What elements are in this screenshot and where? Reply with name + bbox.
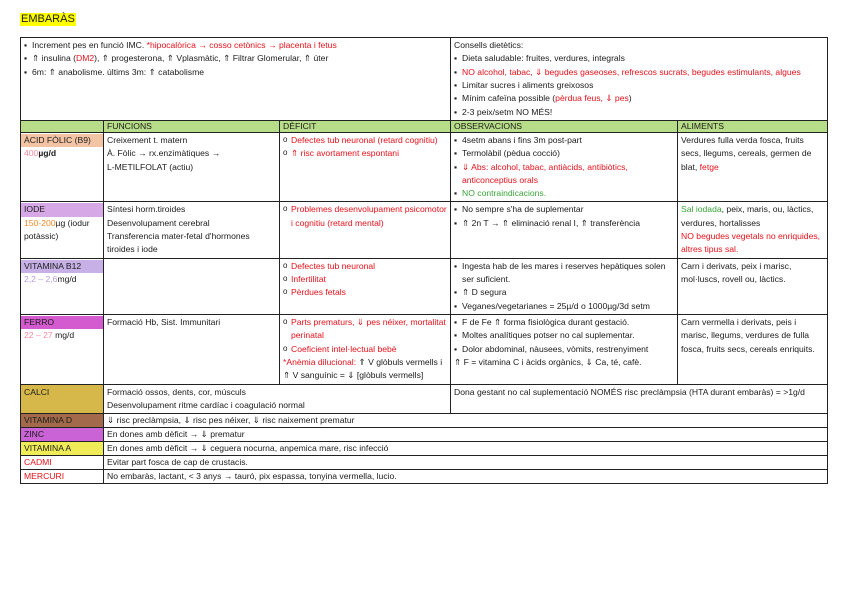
funcio-line (107, 147, 276, 160)
simple-row (21, 414, 828, 428)
text-span: fetge (699, 161, 719, 172)
text-span: Ingesta hab de les mares i reserves hepàtiques solen ser suficient. (462, 260, 666, 284)
text-span: Dolor abdominal, nàusees, vòmits, restrenyiment (462, 343, 649, 354)
text-span: F de Fe ⇑ forma fisiològica durant gestació. (462, 316, 630, 327)
advice-item (454, 79, 824, 92)
aliments-cell (678, 132, 828, 202)
text-span: ⇑ insulina ( (32, 53, 76, 64)
observacio-item (454, 217, 674, 230)
observacions-cell (451, 258, 678, 314)
simple-name: VITAMINA A (21, 442, 104, 456)
nutrient-name (21, 260, 103, 273)
text-span: Defectes tub neuronal (retard cognitiu) (291, 134, 438, 145)
nutrition-table (20, 37, 828, 484)
text-span: *hipocalòrica → cosso cetònics → placenta i fetus (146, 40, 337, 50)
deficit-item (283, 316, 447, 343)
text-span: Dieta saludable: fruites, verdures, integrals (462, 53, 625, 64)
text-span: pèrdua feus, ⇓ pes (555, 93, 629, 104)
text-span: NO alcohol, tabac, ⇓ begudes gaseoses, refrescos sucrats, begudes estimulants, algues (462, 66, 801, 77)
text-span: 2,2 – 2,6 (24, 274, 58, 284)
text-span: Limitar sucres i aliments greixosos (462, 79, 594, 90)
text-span: ⇑ 2n T → ⇑ eliminació renal I, ⇑ transferència (462, 217, 640, 228)
funcions-cell (104, 132, 280, 202)
observacio-item (454, 203, 674, 216)
text-span: FERRO (24, 316, 55, 327)
simple-name: CADMI (21, 456, 104, 470)
text-span: Coeficient intel·lectual bebè (291, 343, 397, 354)
calci-line: Formació ossos, dents, cor, músculs (107, 386, 246, 397)
text-span: ÀCID FÒLIC (B9) (24, 134, 91, 145)
simple-name: ZINC (21, 428, 104, 442)
text-span: mg/d (57, 274, 77, 284)
deficit-cell (280, 132, 451, 202)
text-span: Problemes desenvolupament psicomotor i cognitiu (retard mental) (291, 204, 447, 228)
deficit-item (283, 273, 447, 286)
text-span: Formació Hb, Sist. Immunitari (107, 316, 221, 327)
nutrient-row (21, 202, 828, 258)
text-span: NO contraindicacions. (462, 188, 547, 199)
deficit-cell (280, 258, 451, 314)
funcio-line (107, 217, 276, 230)
observacio-item (454, 161, 674, 188)
intro-right-cell (451, 38, 828, 121)
simple-row (21, 442, 828, 456)
nutrient-name-cell (21, 132, 104, 202)
text-span: L-METILFOLAT (actiu) (107, 161, 194, 172)
text-span: Termolàbil (pèdua cocció) (462, 148, 560, 159)
deficit-item (283, 260, 447, 273)
observacio-item (454, 343, 674, 356)
text-span: ) (628, 93, 632, 104)
funcio-line (107, 134, 276, 147)
observacions-cell (451, 314, 678, 384)
deficit-item (283, 286, 447, 299)
text-span: Transferencia mater-fetal d'hormones tiroides i iode (107, 231, 250, 255)
text-span: 22 – 27 (24, 330, 53, 341)
nutrient-row (21, 314, 828, 384)
simple-text: En dones amb dèficit → ⇓ prematur (104, 428, 828, 442)
simple-row (21, 470, 828, 484)
column-header (21, 120, 104, 132)
nutrient-name (21, 203, 103, 216)
aliments-cell (678, 314, 828, 384)
text-span: Infertilitat (291, 274, 326, 284)
funcio-line (107, 203, 276, 216)
aliments-cell (678, 202, 828, 258)
simple-text: ⇓ risc preclàmpsia, ⇓ risc pes néixer, ⇓ risc naixement prematur (104, 414, 828, 428)
advice-title: Consells dietètics: (454, 40, 524, 50)
text-span: Síntesi horm.tiroides (107, 204, 186, 215)
observacio-item (454, 329, 674, 342)
observacio-item (454, 134, 674, 147)
text-span: ⇑ V glòbuls vermells i ⇑ V sanguínic = ⇓ [glòbuls vermells] (283, 356, 443, 381)
text-span: Sal iodada (681, 204, 722, 215)
text-span: Pèrdues fetals (291, 287, 346, 298)
text-span: Defectes tub neuronal (291, 260, 376, 271)
text-span: ⇑ risc avortament espontani (291, 148, 399, 159)
nutrient-row (21, 258, 828, 314)
column-header: DÈFICIT (280, 120, 451, 132)
column-header: FUNCIONS (104, 120, 280, 132)
simple-name: VITAMINA D (21, 414, 104, 428)
text-span: À. Fòlic → rx.enzimàtiques → (107, 148, 221, 159)
text-span: 2-3 peix/setm NO MÉS! (462, 106, 553, 117)
observacio-item (454, 316, 674, 329)
funcio-line (107, 230, 276, 257)
intro-left-cell (21, 38, 451, 121)
text-span: 400 (24, 148, 39, 159)
text-span: 6m: ⇑ anabolisme. últims 3m: ⇑ catabolisme (32, 66, 205, 77)
text-span: 150-200 (24, 217, 56, 228)
simple-row (21, 428, 828, 442)
calci-line: Desenvolupament ritme cardíac i coagulació normal (107, 399, 305, 410)
observacio-item (454, 286, 674, 299)
nutrient-dose (24, 147, 100, 160)
nutrient-name-cell (21, 314, 104, 384)
text-span: mg/d (52, 330, 75, 341)
simple-text: No embaràs, lactant, < 3 anys → tauró, pix espassa, tonyina vermella, lucio. (104, 470, 828, 484)
nutrient-dose (24, 329, 100, 342)
intro-item (24, 66, 447, 79)
column-header: ALIMENTS (678, 120, 828, 132)
calci-note: Dona gestant no cal suplementació NOMÉS risc preclàmpsia (HTA durant embaràs) = >1g/d (451, 384, 828, 414)
funcions-cell (104, 202, 280, 258)
observacio-item (454, 300, 674, 313)
simple-text: Evitar part fosca de cap de crustacis. (104, 456, 828, 470)
text-span: Increment pes en funció IMC. (32, 40, 147, 50)
calci-funcions (104, 384, 451, 414)
text-span: Creixement t. matern (107, 134, 188, 145)
text-span: Mínim cafeïna possible ( (462, 93, 556, 104)
advice-item (454, 66, 824, 79)
text-span: µg/d (38, 148, 57, 159)
observacions-cell (451, 132, 678, 202)
nutrient-dose (24, 217, 100, 244)
deficit-cell (280, 202, 451, 258)
nutrient-name-cell (21, 202, 104, 258)
deficit-note (283, 356, 447, 383)
text-span: NO begudes vegetals no enriquides, altres tipus sal. (681, 231, 821, 255)
nutrient-name-cell (21, 258, 104, 314)
text-span: DM2 (75, 53, 95, 64)
deficit-item (283, 134, 447, 147)
nutrient-name (21, 134, 103, 147)
funcio-line (107, 161, 276, 174)
observacio-note: ⇑ F = vitamina C i àcids orgànics, ⇓ Ca, té, cafè. (454, 356, 642, 367)
text-span: Carn vermella i derivats, peis i marisc, llegums, verdures de fulla fosca, fruits secs, cereals enriquits. (681, 316, 815, 354)
text-span: ⇓ Abs: alcohol, tabac, antiàcids, antibiòtics, anticonceptius orals (462, 161, 628, 185)
observacio-item (454, 260, 674, 287)
advice-item (454, 92, 824, 105)
text-span: *Anèmia dilucional: (283, 356, 359, 367)
text-span: Parts prematurs, ⇓ pes néixer, mortalitat perinatal (291, 316, 446, 341)
text-span: Moltes analítiques potser no cal suplementar. (462, 330, 635, 341)
funcions-cell (104, 258, 280, 314)
text-span: ), ⇑ progesterona, ⇑ Vplasmàtic, ⇑ Filtrar Glomerular, ⇑ úter (94, 53, 329, 64)
simple-name: MERCURI (21, 470, 104, 484)
intro-item (24, 39, 447, 52)
deficit-cell (280, 314, 451, 384)
intro-row (21, 38, 828, 121)
calci-row (21, 384, 828, 414)
text-span: µg (iodur potàssic) (24, 217, 90, 242)
nutrient-name (21, 316, 103, 329)
deficit-item (283, 147, 447, 160)
aliments-cell (678, 258, 828, 314)
simple-text: En dones amb dèficit → ⇓ ceguera nocurna, anpemica mare, risc infecció (104, 442, 828, 456)
funcions-cell (104, 314, 280, 384)
text-span: IODE (24, 204, 46, 215)
deficit-item (283, 343, 447, 356)
nutrient-row (21, 132, 828, 202)
advice-item (454, 52, 824, 65)
observacio-item (454, 147, 674, 160)
text-span: ⇑ D segura (462, 287, 507, 298)
observacio-item (454, 187, 674, 200)
text-span: 4setm abans i fins 3m post-part (462, 134, 582, 145)
text-span: , peix, maris, ou, làctics, verdures, hortalisses (681, 204, 814, 228)
text-span: Verdures fulla verda fosca, fruits secs, llegums, cereals, germen de blat, (681, 134, 812, 172)
page-title: EMBARÀS (21, 13, 75, 25)
advice-item (454, 106, 824, 119)
nutrient-dose (24, 273, 100, 286)
calci-name: CALCI (21, 384, 104, 414)
text-span: Veganes/vegetarianes = 25µ/d o 1000µg/3d setm (462, 300, 650, 311)
text-span: Carn i derivats, peix i marisc, mol·luscs, rovell ou, làctics. (681, 260, 792, 284)
intro-item (24, 52, 447, 65)
deficit-item (283, 203, 447, 230)
text-span: No sempre s'ha de suplementar (462, 204, 584, 215)
text-span: VITAMINA B12 (24, 260, 82, 271)
header-row (21, 120, 828, 132)
observacions-cell (451, 202, 678, 258)
simple-row (21, 456, 828, 470)
column-header: OBSERVACIONS (451, 120, 678, 132)
funcio-line (107, 316, 276, 329)
text-span: Desenvolupament cerebral (107, 217, 210, 228)
